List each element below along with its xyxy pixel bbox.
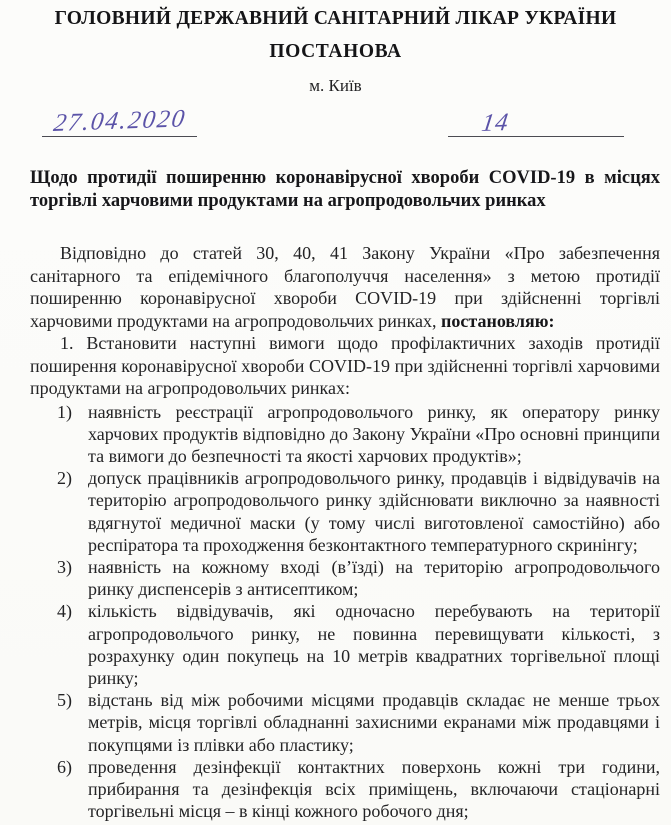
item-text: проведення дезінфекції контактних поверхонь кожні три години, прибирання та дезінфекція всіх приміщень, включаючи стаціонарні торгівельні місця – в кінці кожного робочого дня; [88,756,660,822]
item-text: наявність реєстрації агропродовольчого ринку, як оператору ринку харчових продуктів відповідно до Закону України «Про основні принципи та вимоги до безпечності та якості харчових продуктів»; [88,401,660,466]
point-1-paragraph: 1. Встановити наступні вимоги щодо профілактичних заходів протидії поширення коронавірусної хвороби COVID-19 при здійсненні торгівлі харчовими продуктами на агропродовольчих ринках: [30,333,660,398]
preamble-paragraph [30,242,660,332]
date-field [42,106,197,137]
item-text: наявність на кожному вході (в’їзді) на територію агропродовольчого ринку диспенсерів з антисептиком; [88,556,660,600]
document-type-title: ПОСТАНОВА [269,41,402,62]
document-city: м. Київ [309,76,362,95]
document-authority-title: ГОЛОВНИЙ ДЕРЖАВНИЙ САНІТАРНИЙ ЛІКАР УКРАЇНИ [54,8,617,29]
handwritten-date: 27.04.2020 [51,105,189,138]
list-item [57,467,660,556]
number-field [448,106,624,137]
item-number: 4) [57,601,72,622]
handwritten-number: 14 [479,108,511,138]
decree-word: постановляю: [441,310,555,331]
item-number: 5) [57,690,72,711]
list-item [57,401,660,468]
item-number: 1) [57,401,72,422]
list-item [57,689,660,756]
item-number: 2) [57,468,72,489]
list-item [57,756,660,823]
item-number: 3) [57,556,72,577]
date-number-row [42,106,624,137]
item-text: кількість відвідувачів, які одночасно перебувають на території агропродовольчого ринку, не повинна перевищувати кількості, з розрахунку один покупець на 10 метрів квадратних торгівельної площі ринку; [88,601,660,688]
list-item [57,600,660,689]
preamble-text: Відповідно до статей 30, 40, 41 Закону України «Про забезпечення санітарного та епідемічного благополуччя населення» з метою протидії поширенню коронавірусної хвороби COVID-19 при здійсненні торгівлі харчовими продуктами на агропродовольчих ринках, [30,243,660,331]
requirements-list [57,401,660,823]
item-text: відстань від між робочими місцями продавців складає не менше трьох метрів, місця торгівлі обладнанні захисними екранами між продавцями і покупцями із плівки або пластику; [88,690,660,755]
list-item [57,556,660,600]
item-text: допуск працівників агропродовольчого ринку, продавців і відвідувачів на територію агропродовольчого ринку здійснювати виключно за наявності вдягнутої медичної маски (у тому числі виготовленої самостійно) або респіратора та проходження безконтактного температурного скринінгу; [88,468,660,555]
document-subject: Щодо протидії поширенню коронавірусної хвороби COVID-19 в місцях торгівлі харчовими продуктами на агропродовольчих ринках [30,168,660,211]
item-number: 6) [57,756,72,777]
